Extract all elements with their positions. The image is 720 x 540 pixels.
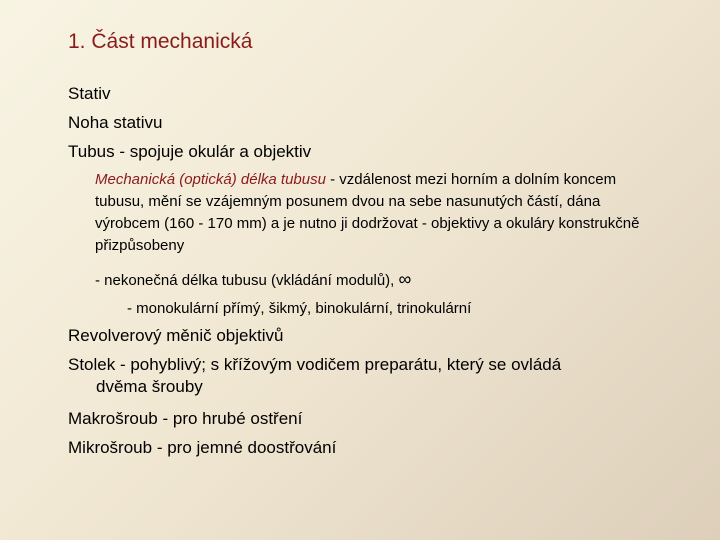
stolek-desc: - pohyblivý; s křížovým vodičem preparátu, který se ovládá	[115, 355, 562, 374]
item-revolver: Revolverový měnič objektivů	[68, 326, 284, 345]
subitem-mechanical-length	[95, 169, 655, 257]
subitem-infinite-length	[95, 269, 411, 290]
item-mikro	[68, 437, 336, 459]
item-noha: Noha stativu	[68, 113, 163, 132]
item-makro	[68, 408, 302, 430]
item-stolek	[68, 354, 688, 398]
item-stativ: Stativ	[68, 84, 111, 103]
makro-desc: - pro hrubé ostření	[157, 409, 303, 428]
item-tubus	[68, 141, 311, 163]
makro-term: Makrošroub	[68, 409, 158, 428]
mikro-term: Mikrošroub	[68, 438, 153, 457]
subitem-mono: - monokulární přímý, šikmý, binokulární, trinokulární	[127, 300, 472, 317]
slide-title: 1. Část mechanická	[68, 30, 253, 53]
infinity-symbol: ∞	[398, 269, 412, 289]
tubus-desc: - spojuje okulár a objektiv	[114, 142, 312, 161]
mech-desc: - vzdálenost mezi horním a dolním koncem tubusu, mění se vzájemným posunem dvou na sebe nasunutých částí, dána výrobcem (160 - 170 mm) a je nutno ji dodržovat - objektivy a okuláry konstrukčně přizpůsobeny	[95, 171, 640, 254]
tubus-term: Tubus	[68, 142, 115, 161]
mech-term: Mechanická (optická) délka tubusu	[95, 171, 326, 188]
stolek-cont: dvěma šrouby	[96, 377, 203, 396]
infinite-text: - nekonečná délka tubusu (vkládání modulů),	[95, 272, 399, 289]
stolek-term: Stolek	[68, 355, 116, 374]
mikro-desc: - pro jemné doostřování	[152, 438, 337, 457]
